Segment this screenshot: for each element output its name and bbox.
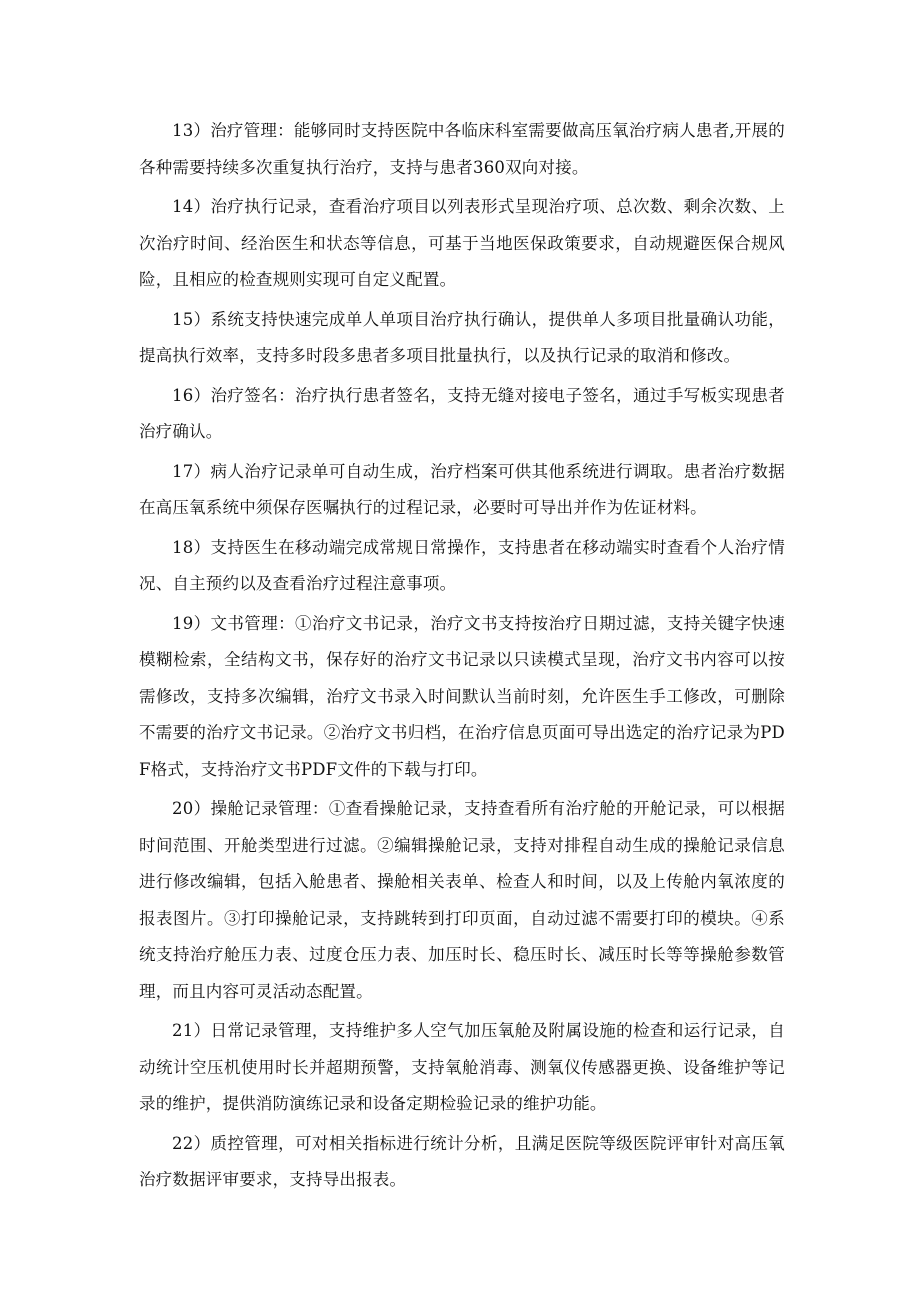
document-body xyxy=(139,113,785,1202)
paragraph-18-mobile-support: 18）支持医生在移动端完成常规日常操作，支持患者在移动端实时查看个人治疗情况、自主预约以及查看治疗过程注意事项。 xyxy=(139,537,785,593)
paragraph-16-treatment-signature: 16）治疗签名：治疗执行患者签名，支持无缝对接电子签名，通过手写板实现患者治疗确认。 xyxy=(139,385,785,441)
paragraph-15-batch-execution: 15）系统支持快速完成单人单项目治疗执行确认，提供单人多项目批量确认功能，提高执行效率，支持多时段多患者多项目批量执行，以及执行记录的取消和修改。 xyxy=(139,309,785,365)
paragraph-20-chamber-operation-records: 20）操舱记录管理：①查看操舱记录，支持查看所有治疗舱的开舱记录，可以根据时间范围、开舱类型进行过滤。②编辑操舱记录，支持对排程自动生成的操舱记录信息进行修改编辑，包括入舱患者、操舱相关表单、检查人和时间，以及上传舱内氧浓度的报表图片。③打印操舱记录，支持跳转到打印页面，自动过滤不需要打印的模块。④系统支持治疗舱压力表、过度仓压力表、加压时长、稳压时长、减压时长等等操舱参数管理，而且内容可灵活动态配置。 xyxy=(139,799,785,1001)
paragraph-13-treatment-management: 13）治疗管理：能够同时支持医院中各临床科室需要做高压氧治疗病人患者,开展的各种需要持续多次重复执行治疗，支持与患者360双向对接。 xyxy=(139,121,785,177)
paragraph-17-treatment-record-sheet: 17）病人治疗记录单可自动生成，治疗档案可供其他系统进行调取。患者治疗数据在高压氧系统中须保存医嘱执行的过程记录，必要时可导出并作为佐证材料。 xyxy=(139,461,785,517)
paragraph-22-quality-control: 22）质控管理，可对相关指标进行统计分析，且满足医院等级医院评审针对高压氧治疗数据评审要求，支持导出报表。 xyxy=(139,1133,785,1189)
paragraph-14-treatment-execution-record: 14）治疗执行记录，查看治疗项目以列表形式呈现治疗项、总次数、剩余次数、上次治疗时间、经治医生和状态等信息，可基于当地医保政策要求，自动规避医保合规风险，且相应的检查规则实现可自定义配置。 xyxy=(139,197,785,289)
paragraph-21-daily-record-management: 21）日常记录管理，支持维护多人空气加压氧舱及附属设施的检查和运行记录，自动统计空压机使用时长并超期预警，支持氧舱消毒、测氧仪传感器更换、设备维护等记录的维护，提供消防演练记录和设备定期检验记录的维护功能。 xyxy=(139,1021,785,1113)
paragraph-19-document-management: 19）文书管理：①治疗文书记录，治疗文书支持按治疗日期过滤，支持关键字快速模糊检索，全结构文书，保存好的治疗文书记录以只读模式呈现，治疗文书内容可以按需修改，支持多次编辑，治疗文书录入时间默认当前时刻，允许医生手工修改，可删除不需要的治疗文书记录。②治疗文书归档，在治疗信息页面可导出选定的治疗记录为PDF格式，支持治疗文书PDF文件的下载与打印。 xyxy=(139,613,785,779)
